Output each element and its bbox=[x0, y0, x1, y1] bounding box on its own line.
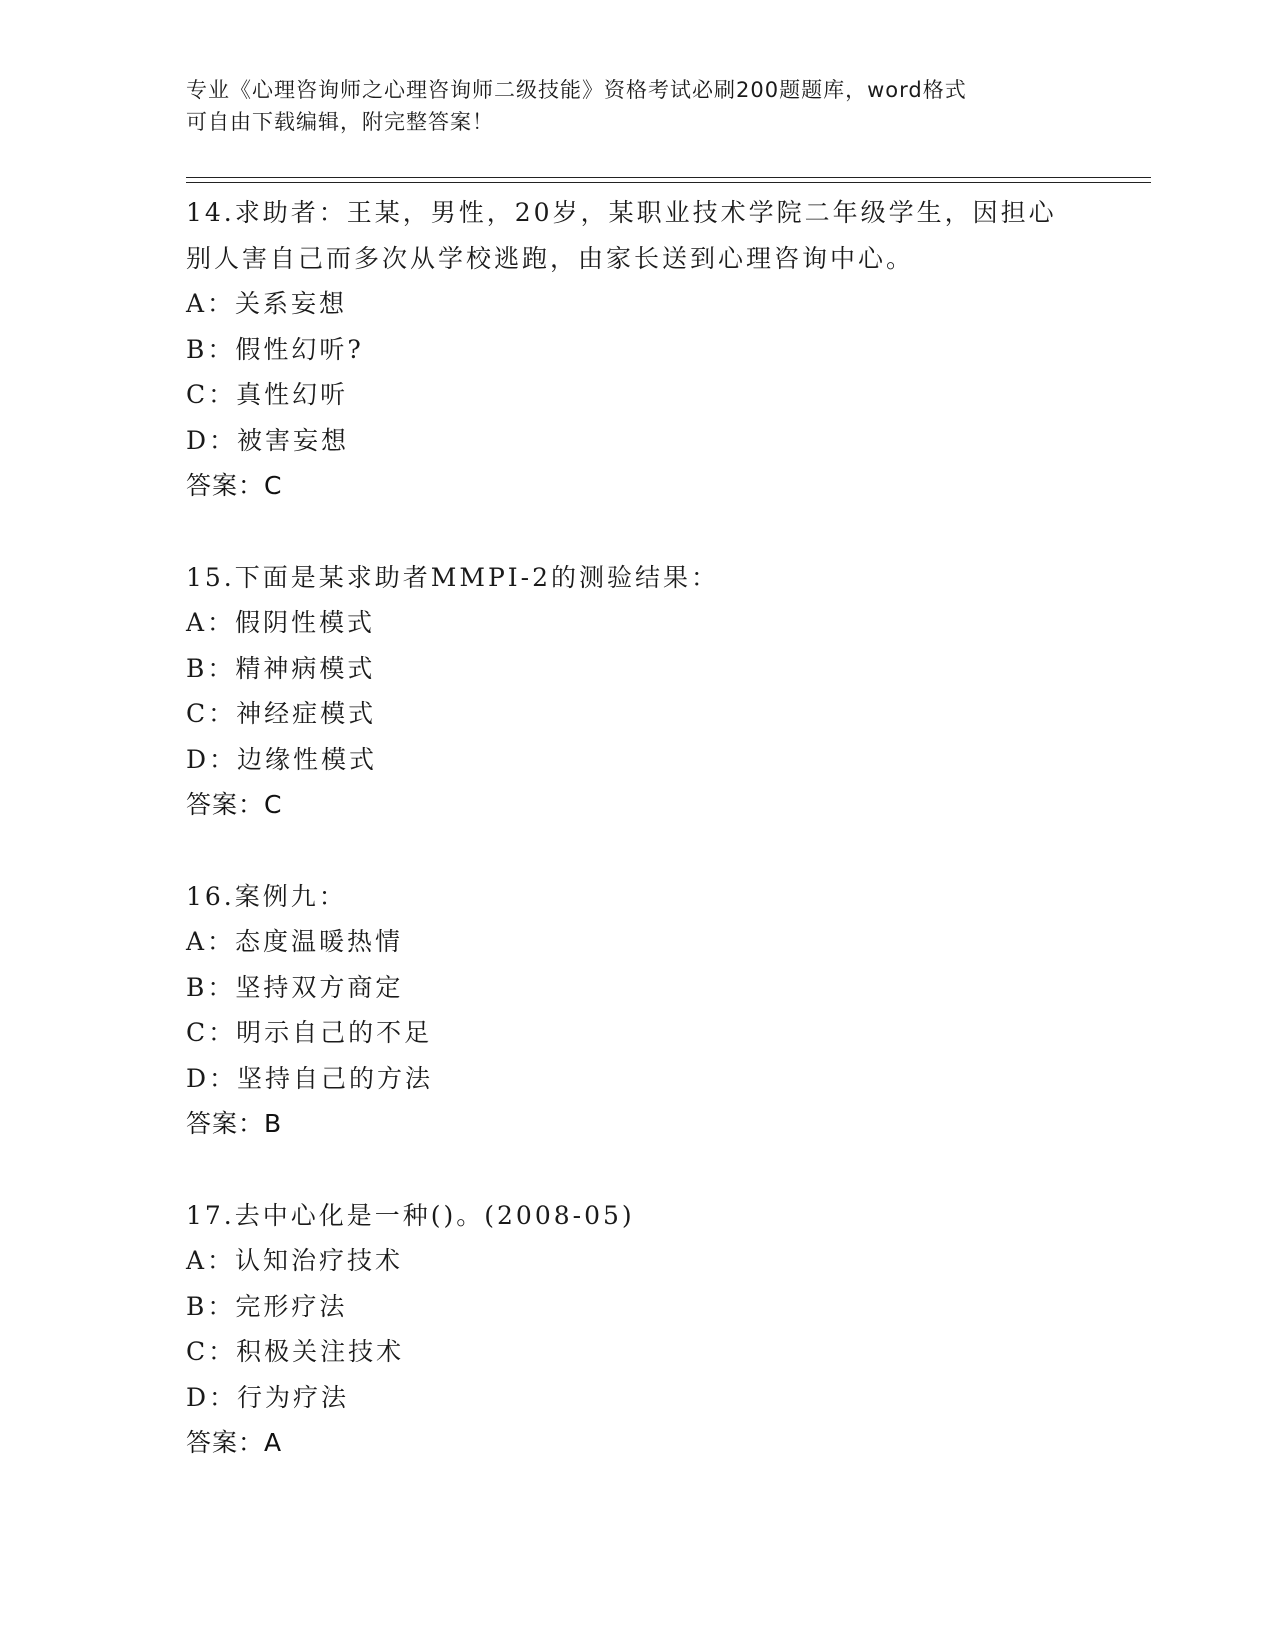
document-header bbox=[186, 74, 1086, 138]
answer-line: 答案：C bbox=[186, 471, 283, 500]
option-b: B：坚持双方商定 bbox=[186, 972, 404, 1002]
question-16 bbox=[186, 874, 1086, 1147]
option-d: D：行为疗法 bbox=[186, 1382, 350, 1412]
option-a: A：关系妄想 bbox=[186, 289, 348, 318]
header-divider-bottom bbox=[186, 182, 1151, 183]
option-a: A：认知治疗技术 bbox=[186, 1246, 404, 1275]
question-text: 14.求助者：王某，男性，20岁，某职业技术学院二年级学生，因担心 bbox=[186, 198, 1057, 227]
option-c: C：神经症模式 bbox=[186, 699, 377, 728]
question-text: 别人害自己而多次从学校逃跑，由家长送到心理咨询中心。 bbox=[186, 243, 915, 273]
option-b: B：精神病模式 bbox=[186, 653, 376, 683]
header-divider-top bbox=[186, 177, 1151, 178]
question-list bbox=[186, 190, 1086, 1512]
option-c: C：明示自己的不足 bbox=[186, 1018, 433, 1047]
option-d: D：边缘性模式 bbox=[186, 744, 378, 774]
question-text: 15.下面是某求助者MMPI-2的测验结果： bbox=[186, 562, 720, 592]
option-b: B：假性幻听? bbox=[186, 334, 364, 364]
question-text: 16.案例九： bbox=[186, 881, 347, 911]
question-text: 17.去中心化是一种()。(2008-05) bbox=[186, 1200, 635, 1230]
option-d: D：坚持自己的方法 bbox=[186, 1063, 434, 1093]
question-15 bbox=[186, 555, 1086, 828]
header-line-1: 专业《心理咨询师之心理咨询师二级技能》资格考试必刷200题题库，word格式 bbox=[186, 78, 967, 102]
option-b: B：完形疗法 bbox=[186, 1291, 348, 1321]
option-d: D：被害妄想 bbox=[186, 425, 350, 455]
option-c: C：积极关注技术 bbox=[186, 1337, 405, 1366]
question-14 bbox=[186, 190, 1086, 509]
question-17 bbox=[186, 1193, 1086, 1466]
answer-line: 答案：C bbox=[186, 790, 283, 819]
answer-line: 答案：B bbox=[186, 1109, 283, 1138]
header-line-2: 可自由下载编辑，附完整答案！ bbox=[186, 110, 494, 134]
option-a: A：假阴性模式 bbox=[186, 608, 376, 637]
option-c: C：真性幻听 bbox=[186, 380, 349, 409]
option-a: A：态度温暖热情 bbox=[186, 927, 404, 956]
answer-line: 答案：A bbox=[186, 1428, 283, 1457]
